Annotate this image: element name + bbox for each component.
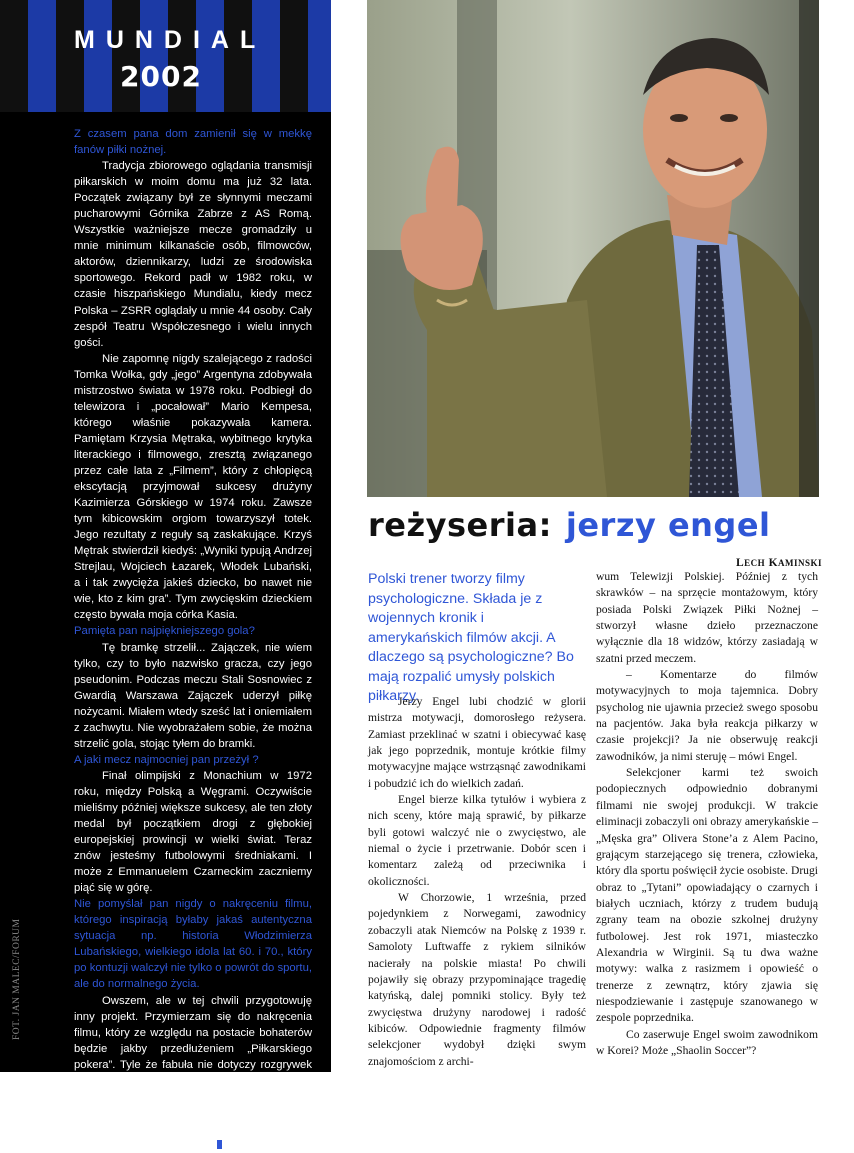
interview-answer: Finał olimpijski z Monachium w 1972 roku, między Polską a Węgrami. Oczywiście mieliśmy później większe sukcesy, ale ten złoty medal był początkiem drogi z głębokiej europejskiej prowincji w wielki świat. Teraz znów jesteśmy futbolowymi średniakami. I może z Emmanuelem Czarneckim zaczniemy piąć się w górę. — [74, 769, 312, 895]
article-lead: Polski trener tworzy filmy psychologiczne. Składa je z wojennych kronik i amerykańskich filmów akcji. A dlaczego są psychologiczne? Bo mają rozpalić umysły polskich piłkarzy. — [368, 571, 574, 704]
body-paragraph: – Komentarze do filmów motywacyjnych to moja tajemnica. Dobry psycholog nie ujawnia przecież swego sposobu na pacjentów. Jaka była reakcja piłkarzy w czasie projekcji? Ja nie obserwuję reakcji zawodników, ja nimi steruję – mówi Engel. — [596, 668, 818, 763]
headline-name: jerzy engel — [565, 506, 771, 544]
headline-prefix: reżyseria: — [368, 506, 552, 544]
interview-text — [74, 126, 312, 1153]
interview-answer-last — [74, 993, 312, 1153]
man-thumbs-up-illustration — [367, 0, 819, 497]
author-first-name: ECH — [744, 558, 766, 568]
interview-answer: Tę bramkę strzelił... Zajączek, nie wiem tylko, czy to było nazwisko gracza, czy jego pseudonim. Podczas meczu Stali Sosnowiec z Gwardią Warszawa Zajączek uderzył piłkę nożycami. Miałem wtedy sześć lat i oniemiałem z zachwytu. Nie wyobrażałem sobie, że można strzelić gola, stojąc tyłem do bramki. — [74, 641, 312, 750]
interview-question: A jaki mecz najmocniej pan przeżył ? — [74, 753, 259, 766]
article-column-2 — [596, 569, 818, 1059]
author-initial: K — [768, 557, 779, 569]
end-of-article-marker — [217, 1140, 222, 1149]
body-paragraph: wum Telewizji Polskiej. Później z tych skrawków – na sprzęcie montażowym, który posiada Polski Związek Piłki Nożnej – stworzył własne dzieło przeznaczone wyłącznie dla 18 widzów, którzy zasiadają w szatni przed meczem. — [596, 570, 818, 665]
section-year: 2002 — [120, 60, 202, 93]
interview-answer: Nie zapomnę nigdy szalejącego z radości Tomka Wołka, gdy „jego” Argentyna zdobywała mistrzostwo świata w 1978 roku. Podbiegł do telewizora i „pocałował” Mario Kempesa, którego właśnie pokazywała kamera. Pamiętam Krzysia Mętraka, wybitnego krytyka literackiego i filmowego, zresztą związanego przez całe lata z „Filmem”, który z chłopięcą ekscytacją przyjmował sukcesy drużyny Kazimierza Górskiego w 1974 roku. Zawsze tym kibicowskim orgiom towarzyszył totek. Jego rezultaty z reguły są zaskakujące. Krzyś Mętrak stwierdził kiedyś: „Wyniki typują Andrzej Strejlau, Wojciech Łazarek, Włodek Lubański, a i tak zwycięża jakieś dziecko, bo nawet nie wie, kto z kim gra”. Tym zwycięskim dzieckiem często bywała moja córka Kasia. — [74, 352, 312, 622]
author-initial: L — [736, 557, 745, 569]
article-column-1 — [368, 694, 586, 1070]
body-paragraph: Selekcjoner karmi też swoich podopiecznych odpowiednio dobranymi filmami nie swojej produkcji. W trakcie eliminacji zobaczyli oni obrazy amerykańskie – „Męska gra” Olivera Stone’a z Alem Pacino, grającym starzejącego się trenera, człowieka, który dla sportu poświęcił życie osobiste. Drugi obraz to „Tytani” opowiadający o czarnych i białych uczniach, którzy z trudem budują zgrany team na obozie szkolnej drużyny futbolowej. Jest rok 1971, miasteczko Alexandria w Wirginii. Są tu dwa ważne motywy: walka z rasizmem i opowieść o trenerze z zewnątrz, który zjawia się niespodziewanie i zastępuje szanowanego w zespole poprzednika. — [596, 766, 818, 1025]
section-title: MUNDIAL — [74, 26, 267, 54]
interview-question: Pamięta pan najpiękniejszego gola? — [74, 625, 255, 638]
striped-header-banner — [0, 0, 331, 118]
interview-answer: Tradycja zbiorowego oglądania transmisji piłkarskich w moim domu ma już 32 lata. Początek związany był ze słynnymi meczami pucharowymi Górnika Zabrze z AS Romą. Wszystkie ważniejsze mecze gromadziły u mnie minimum kilkanaście osób, filmowców, aktorów, dziennikarzy, ludzi ze środowiska sportowego. Rekord padł w 1982 roku, w czasie hiszpańskiego Mundialu, kiedy mecz Polska – ZSRR oglądały u mnie 44 osoby. Cały zespół Teatru Współczesnego i wielu innych gości. — [74, 160, 312, 349]
sidebar-panel — [0, 0, 331, 1151]
author-byline — [736, 557, 822, 569]
article-headline — [368, 506, 771, 544]
body-paragraph: Jerzy Engel lubi chodzić w glorii mistrza motywacji, domorosłego reżysera. Zamiast przeklinać w szatni i obiecywać kasę jak jego poprzednik, montuje krótkie filmy motywacyjne mające wstrząsnąć zawodnikami i pobudzić ich do wielkich zadań. — [368, 695, 586, 790]
portrait-photo — [367, 0, 819, 497]
interview-answer-text: Owszem, ale w tej chwili przygotowuję inny projekt. Przymierzam się do nakręcenia filmu, który ze względu na postacie bohaterów będzie jakby przedłużeniem „Piłkarskiego pokera”. Tyle że fabuła nie dotyczy rozgrywek ligowych, ale drużyny narodowej i związanych z nią zakulisowych manipulacji. Właśnie „kolęduję” z kapeluszem, szukając środków. I wiem, że inny, mniej komercyjny, projekt nie miałby dziś żadnych szans. — [74, 994, 312, 1151]
body-paragraph: W Chorzowie, 1 września, przed pojedynkiem z Norwegami, zawodnicy zobaczyli atak Niemców na Polskę z 1939 r. Samoloty Luftwaffe z rykiem silników nacierały na polskie miasta! Po chwili pojawiły się obrazy przypominające tragedię katyńską, dalej pomniki stolicy. Były też zwycięstwa drużyny narodowej i radość kibiców. Odpowiednie fragmenty filmów selekcjoner wydobył dzięki swym znajomościom z archi- — [368, 891, 586, 1068]
interview-question: Z czasem pana dom zamienił się w mekkę fanów piłki nożnej. — [74, 128, 312, 157]
body-paragraph: Co zaserwuje Engel swoim zawodnikom w Korei? Może „Shaolin Soccer”? — [596, 1027, 818, 1057]
interview-question: Nie pomyślał pan nigdy o nakręceniu filmu, którego inspiracją byłaby jakaś autentyczna sytuacja np. historia Włodzimierza Lubańskiego, wielkiego idola lat 60. i 70., który po kontuzji walczył nie tylko o powrót do sportu, ale do normalnego życia. — [74, 898, 312, 991]
author-last-name: AMINSKI — [778, 558, 823, 568]
photo-credit: FOT. JAN MALEC/FORUM — [12, 918, 22, 1040]
body-paragraph: Engel bierze kilka tytułów i wybiera z nich sceny, które mają sprawić, by piłkarze byli gotowi walczyć nie o zwycięstwo, ale niemal o życie i przetrwanie. Dobór scen i komentarz zależą od przeciwnika i okoliczności. — [368, 793, 586, 888]
